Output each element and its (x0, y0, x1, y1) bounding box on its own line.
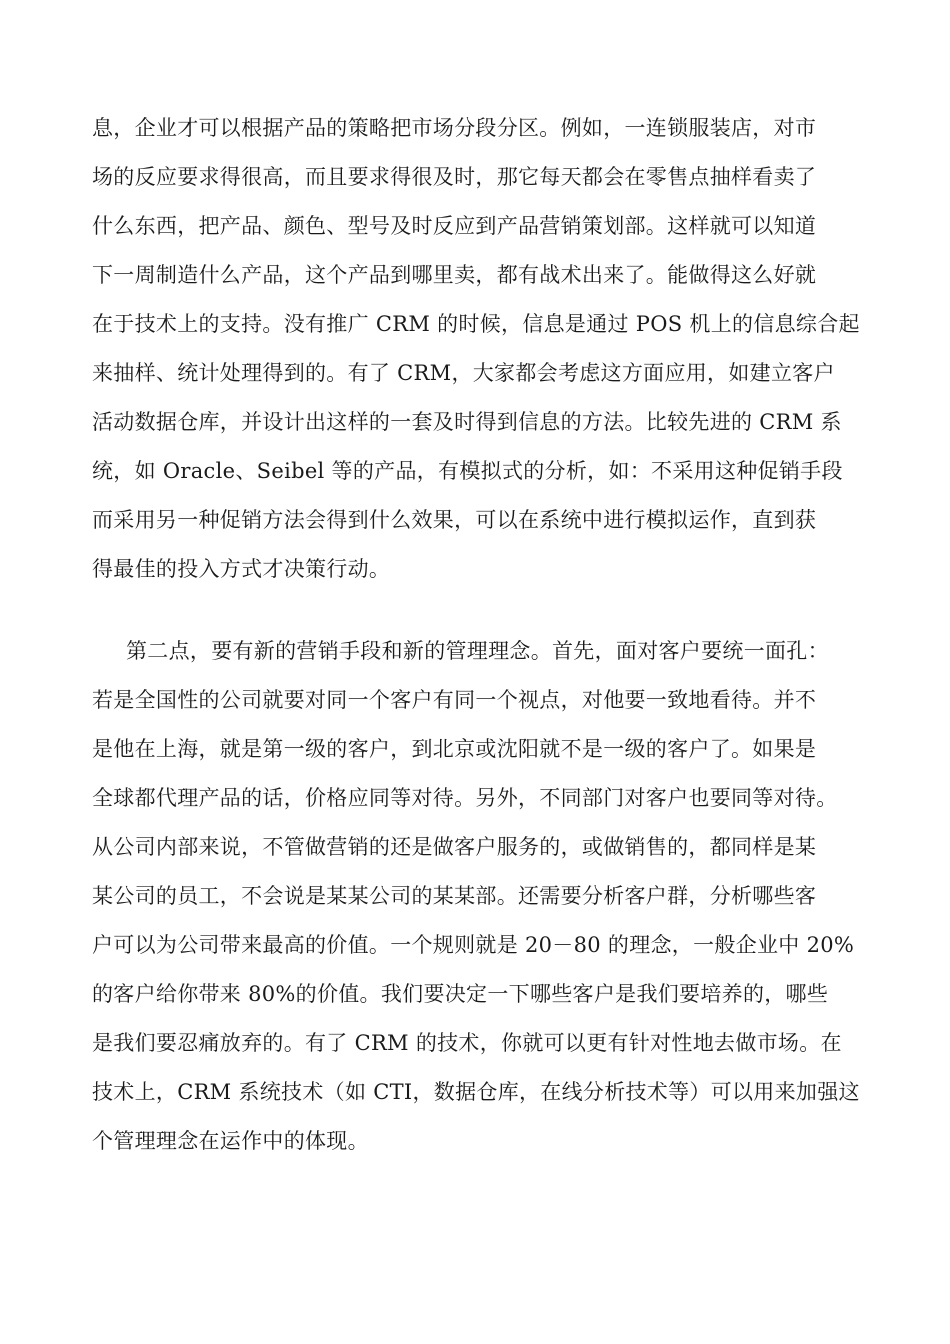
text-line: 第二点，要有新的营销手段和新的管理理念。首先，面对客户要统一面孔： (126, 639, 829, 663)
text-line: 息，企业才可以根据产品的策略把市场分段分区。例如，一连锁服装店，对市 (92, 116, 817, 140)
text-line: 技术上，CRM 系统技术（如 CTI，数据仓库，在线分析技术等）可以用来加强这 (92, 1080, 860, 1104)
text-line: 是我们要忍痛放弃的。有了 CRM 的技术，你就可以更有针对性地去做市场。在 (92, 1031, 842, 1055)
text-line: 下一周制造什么产品，这个产品到哪里卖，都有战术出来了。能做得这么好就 (92, 263, 817, 287)
text-line: 从公司内部来说，不管做营销的还是做客户服务的，或做销售的，都同样是某 (92, 835, 817, 859)
text-line: 场的反应要求得很高，而且要求得很及时，那它每天都会在零售点抽样看卖了 (92, 165, 817, 189)
text-line: 什么东西，把产品、颜色、型号及时反应到产品营销策划部。这样就可以知道 (92, 214, 817, 238)
text-line: 是他在上海，就是第一级的客户，到北京或沈阳就不是一级的客户了。如果是 (92, 737, 817, 761)
text-line: 统，如 Oracle、Seibel 等的产品，有模拟式的分析，如：不采用这种促销手段 (92, 459, 843, 483)
paragraph-second-point (92, 627, 862, 1166)
text-line: 而采用另一种促销方法会得到什么效果，可以在系统中进行模拟运作，直到获 (92, 508, 817, 532)
text-line: 活动数据仓库，并设计出这样的一套及时得到信息的方法。比较先进的 CRM 系 (92, 410, 842, 434)
text-line: 个管理理念在运作中的体现。 (92, 1129, 369, 1153)
text-line: 若是全国性的公司就要对同一个客户有同一个视点，对他要一致地看待。并不 (92, 688, 817, 712)
text-line: 来抽样、统计处理得到的。有了 CRM，大家都会考虑这方面应用，如建立客户 (92, 361, 835, 385)
text-line: 全球都代理产品的话，价格应同等对待。另外，不同部门对客户也要同等对待。 (92, 786, 838, 810)
text-line: 户可以为公司带来最高的价值。一个规则就是 20－80 的理念，一般企业中 20% (92, 933, 855, 957)
text-line: 得最佳的投入方式才决策行动。 (92, 557, 391, 581)
paragraph-crm-info (92, 104, 862, 594)
text-line: 在于技术上的支持。没有推广 CRM 的时候，信息是通过 POS 机上的信息综合起 (92, 312, 860, 336)
text-line: 某公司的员工，不会说是某某公司的某某部。还需要分析客户群，分析哪些客 (92, 884, 817, 908)
text-line: 的客户给你带来 80%的价值。我们要决定一下哪些客户是我们要培养的，哪些 (92, 982, 829, 1006)
